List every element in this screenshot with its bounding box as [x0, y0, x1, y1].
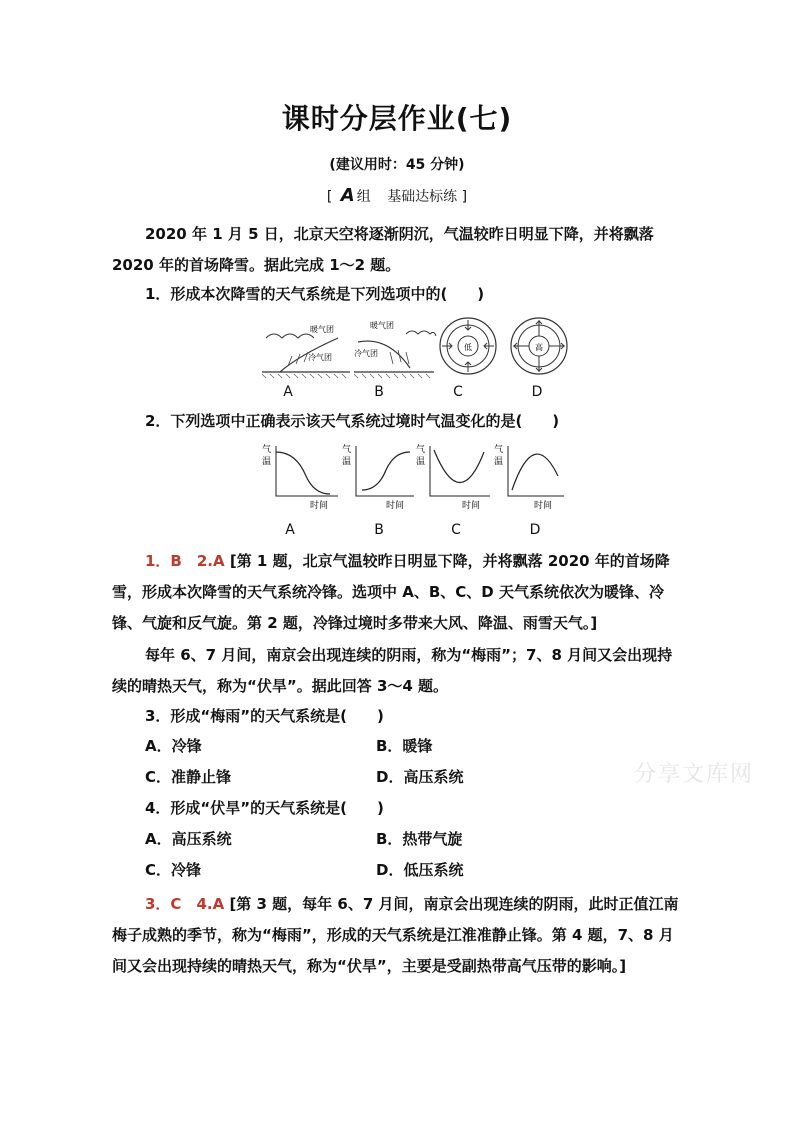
graph-b-xlabel: 时间 — [386, 501, 405, 511]
q4-option-b: B．热带气旋 — [376, 830, 463, 848]
graph-c — [416, 443, 490, 511]
q3-option-d: D．高压系统 — [376, 768, 464, 786]
watermark: 分享文库网 — [633, 762, 754, 787]
q3-option-b: B．暖锋 — [376, 737, 433, 755]
page-title: 课时分层作业(七) — [281, 102, 513, 135]
graph-a-ylabel-2: 温 — [262, 457, 272, 467]
figure-a-warm-front — [262, 324, 350, 378]
fig-c-low-label: 低 — [464, 343, 472, 352]
q4-option-c: C．冷锋 — [145, 861, 202, 879]
figure-c-cyclone — [440, 318, 496, 374]
fig-a-cold-label: 冷气团 — [308, 353, 332, 362]
fig-d-high-label: 高 — [535, 343, 543, 352]
q1-figures — [258, 316, 578, 382]
graph-b-ylabel-1: 气 — [342, 445, 352, 455]
q1-caption-c: C — [453, 384, 463, 400]
graph-d-ylabel-2: 温 — [494, 457, 504, 467]
q2-caption-b: B — [374, 522, 384, 538]
graph-d-ylabel-1: 气 — [494, 445, 504, 455]
graph-c-ylabel-1: 气 — [416, 445, 426, 455]
q1-caption-b: B — [374, 384, 384, 400]
question-4: 4．形成“伏旱”的天气系统是( ) — [145, 799, 384, 817]
q3-option-a: A．冷锋 — [145, 737, 202, 755]
figure-b-cold-front — [354, 320, 436, 378]
q2-caption-a: A — [285, 522, 295, 538]
group-label: 基础达标练 — [387, 189, 458, 205]
fig-a-warm-label: 暖气团 — [310, 325, 334, 334]
graph-d — [494, 443, 564, 511]
q2-caption-d: D — [529, 522, 541, 538]
suggested-time: (建议用时：45 分钟) — [329, 157, 465, 173]
fig-b-warm-label: 暖气团 — [370, 321, 394, 330]
answer-block-2 — [112, 889, 687, 982]
figure-d-anticyclone — [511, 318, 567, 374]
graph-d-xlabel: 时间 — [534, 501, 553, 511]
answer-explanation-2: [第 3 题，每年 6、7 月间，南京会出现连续的阴雨，此时正值江南梅子成熟的季节，称为“梅雨”，形成的天气系统是江淮准静止锋。第 4 题，7、8 月间又会出现持续的晴热天气，称为“伏旱”，主要是受副热带高气压带的影响。] — [112, 895, 679, 975]
q2-caption-c: C — [451, 522, 461, 538]
graph-c-xlabel: 时间 — [462, 501, 481, 511]
group-letter: A — [340, 185, 355, 206]
left-bracket: [ — [326, 189, 333, 205]
graph-a-ylabel-1: 气 — [262, 445, 272, 455]
question-3: 3．形成“梅雨”的天气系统是( ) — [145, 707, 384, 725]
q4-option-a: A．高压系统 — [145, 830, 232, 848]
answer-key-2: 3．C 4.A — [145, 895, 225, 913]
intro-paragraph-1: 2020 年 1 月 5 日，北京天空将逐渐阴沉，气温较昨日明显下降，并将飘落 2020 年的首场降雪。据此完成 1～2 题。 — [112, 225, 654, 274]
answer-key-1: 1．B 2.A — [145, 552, 225, 570]
graph-a-xlabel: 时间 — [310, 501, 329, 511]
q1-caption-a: A — [283, 384, 293, 400]
q3-option-c: C．准静止锋 — [145, 768, 232, 786]
answer-explanation-1: [第 1 题，北京气温较昨日明显下降，并将飘落 2020 年的首场降雪，形成本次降雪的天气系统冷锋。选项中 A、B、C、D 天气系统依次为暖锋、冷锋、气旋和反气旋。第 2 题，冷锋过境时多带来大风、降温、雨雪天气。] — [112, 552, 670, 632]
q4-option-d: D．低压系统 — [376, 861, 464, 879]
graph-b — [342, 443, 414, 511]
right-bracket: ] — [461, 189, 468, 205]
group-suffix: 组 — [356, 189, 371, 205]
answer-block-1 — [112, 546, 687, 639]
graph-b-ylabel-2: 温 — [342, 457, 352, 467]
q2-graphs — [258, 440, 568, 516]
graph-a — [262, 443, 338, 511]
group-heading — [0, 185, 794, 206]
q1-caption-d: D — [531, 384, 543, 400]
question-1: 1．形成本次降雪的天气系统是下列选项中的( ) — [145, 285, 485, 303]
fig-b-cold-label: 冷气团 — [354, 349, 378, 358]
question-2: 2．下列选项中正确表示该天气系统过境时气温变化的是( ) — [145, 412, 560, 430]
graph-c-ylabel-2: 温 — [416, 457, 426, 467]
intro-paragraph-2: 每年 6、7 月间，南京会出现连续的阴雨，称为“梅雨”；7、8 月间又会出现持续的晴热天气，称为“伏旱”。据此回答 3～4 题。 — [112, 646, 673, 695]
